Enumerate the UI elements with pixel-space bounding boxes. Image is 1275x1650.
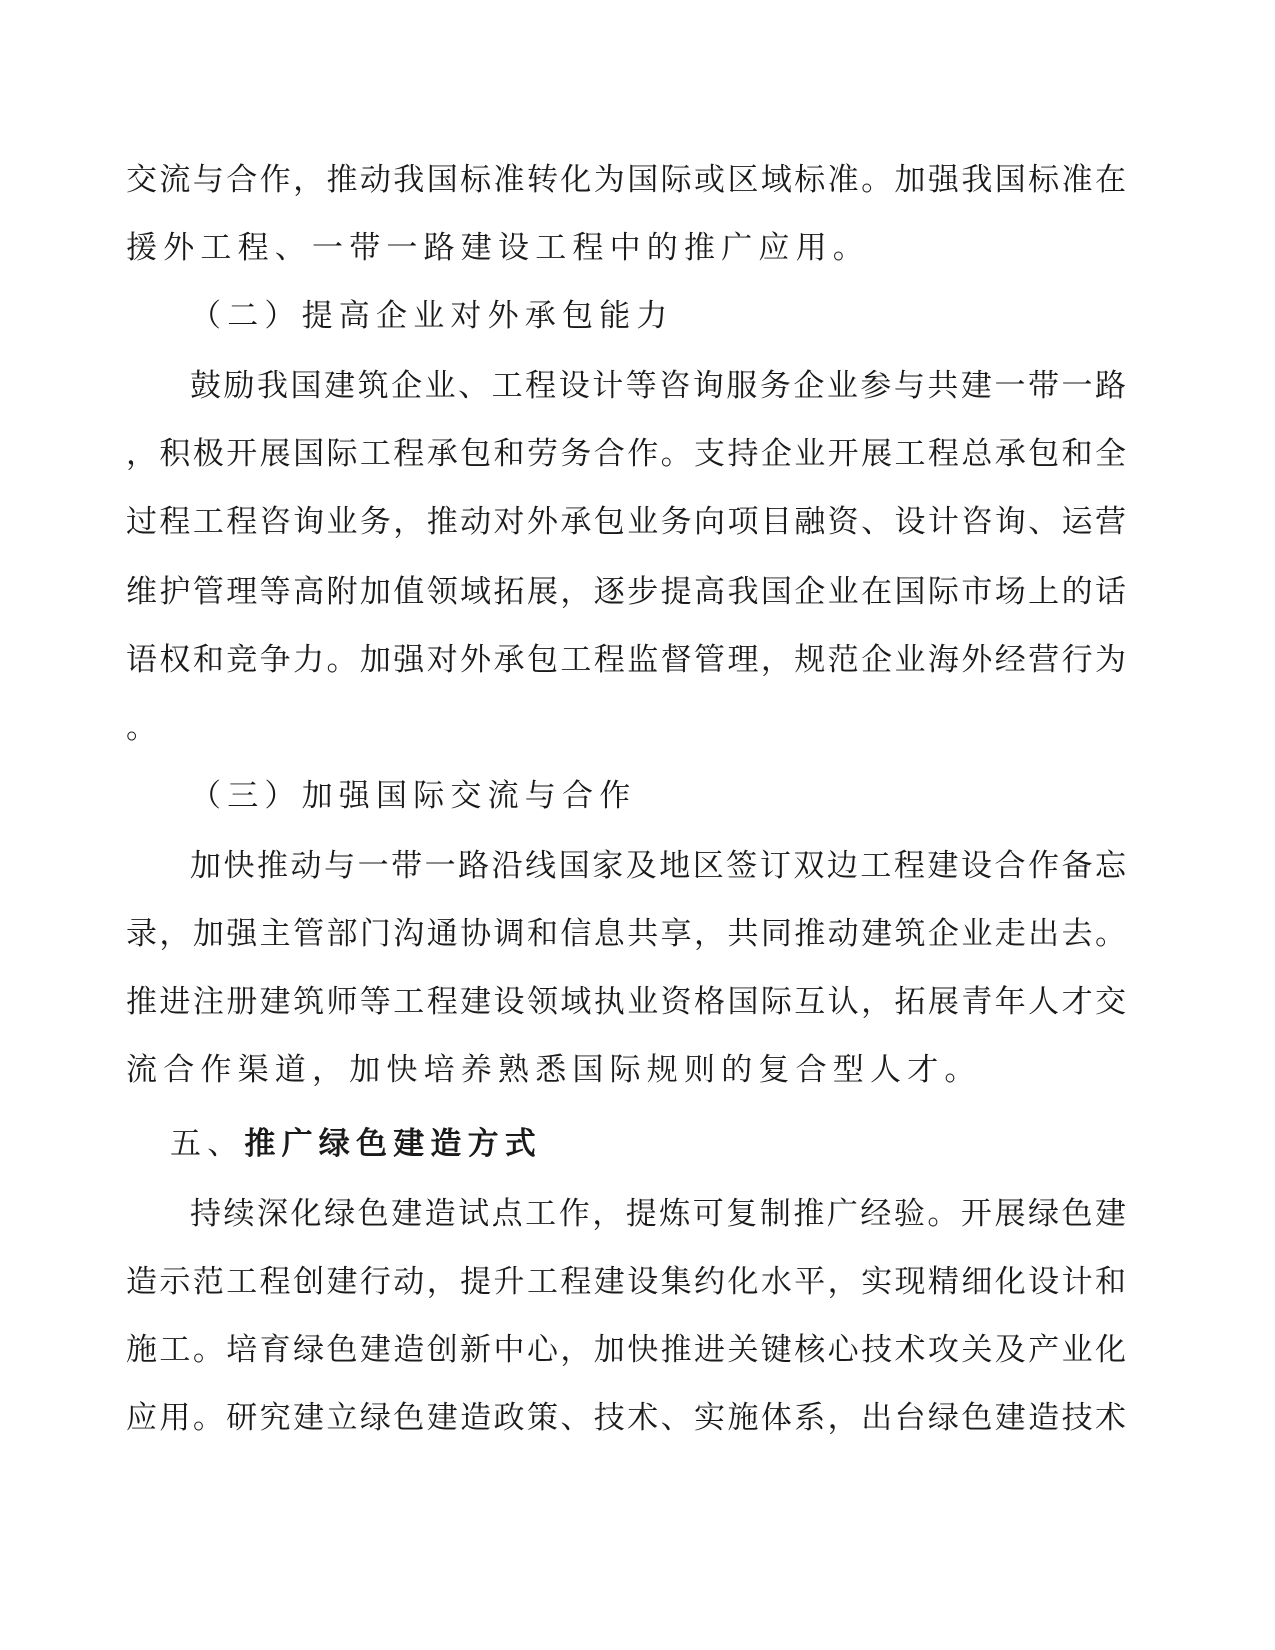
paragraph-line: 维护管理等高附加值领域拓展，逐步提高我国企业在国际市场上的话 (126, 574, 1126, 610)
paragraph-line: 施工。培育绿色建造创新中心，加快推进关键核心技术攻关及产业化 (126, 1332, 1126, 1368)
subheading: （二）提高企业对外承包能力 (190, 298, 674, 334)
paragraph-line: 推进注册建筑师等工程建设领域执业资格国际互认，拓展青年人才交 (126, 984, 1126, 1020)
paragraph-line: 造示范工程创建行动，提升工程建设集约化水平，实现精细化设计和 (126, 1264, 1126, 1300)
paragraph-line: 语权和竞争力。加强对外承包工程监督管理，规范企业海外经营行为 (126, 642, 1126, 678)
section-title: 推广绿色建造方式 (244, 1126, 543, 1162)
paragraph-line: 录，加强主管部门沟通协调和信息共享，共同推动建筑企业走出去。 (126, 916, 1126, 952)
subheading: （三）加强国际交流与合作 (190, 778, 637, 814)
paragraph-line: ，积极开展国际工程承包和劳务合作。支持企业开展工程总承包和全 (126, 436, 1126, 472)
paragraph-line: 援外工程、一带一路建设工程中的推广应用。 (126, 230, 870, 266)
section-number: 五、 (170, 1126, 245, 1162)
paragraph-line: 应用。研究建立绿色建造政策、技术、实施体系，出台绿色建造技术 (126, 1400, 1126, 1436)
paragraph-line: 加快推动与一带一路沿线国家及地区签订双边工程建设合作备忘 (190, 848, 1126, 884)
paragraph-line: 鼓励我国建筑企业、工程设计等咨询服务企业参与共建一带一路 (190, 368, 1126, 404)
paragraph-line: 持续深化绿色建造试点工作，提炼可复制推广经验。开展绿色建 (190, 1196, 1126, 1232)
paragraph-line: 。 (126, 710, 164, 746)
paragraph-line: 流合作渠道，加快培养熟悉国际规则的复合型人才。 (126, 1052, 982, 1088)
section-heading (170, 1124, 770, 1164)
paragraph-line: 交流与合作，推动我国标准转化为国际或区域标准。加强我国标准在 (126, 162, 1126, 198)
paragraph-line: 过程工程咨询业务，推动对外承包业务向项目融资、设计咨询、运营 (126, 504, 1126, 540)
